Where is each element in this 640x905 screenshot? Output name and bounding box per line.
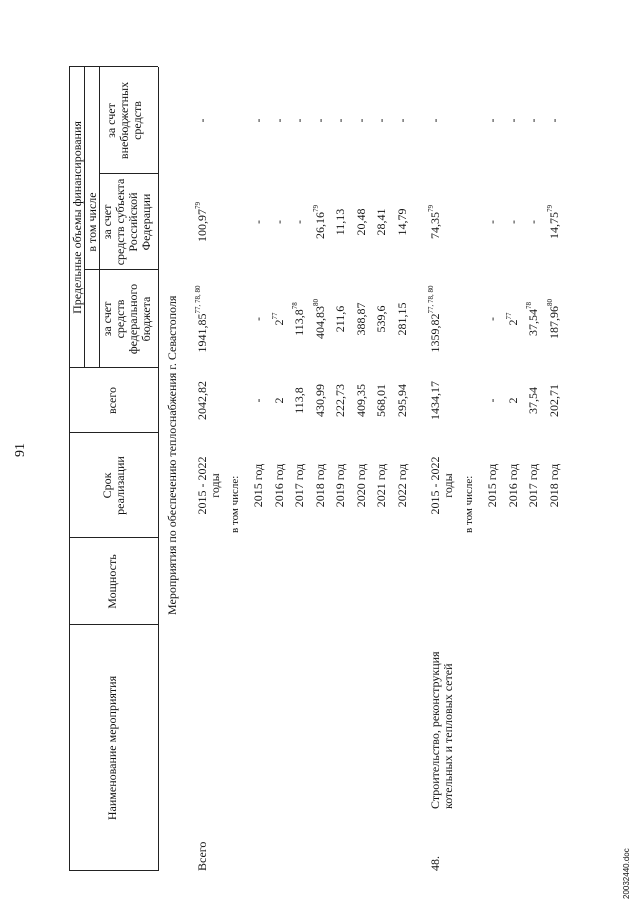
extra-cell: - — [485, 118, 499, 123]
federal-cell: 37,54$^{78}$ — [525, 302, 540, 336]
extra-cell: - — [526, 118, 540, 123]
extra-cell: - — [333, 118, 347, 123]
item-48-federal: 1359,82$^{77, 78, 80}$ — [427, 285, 442, 353]
header-federal-4: бюджета — [139, 296, 153, 342]
total-cell: 202,71 — [546, 384, 561, 417]
header-capacity: Мощность — [105, 554, 119, 609]
total-incl-label: в том числе: — [229, 475, 241, 533]
item-48-name-1: Строительство, реконструкция — [428, 651, 442, 809]
page-number: 91 — [13, 443, 28, 457]
federal-cell: - — [485, 317, 499, 321]
subject-cell: - — [485, 220, 499, 224]
header-subject-4: Федерации — [139, 193, 153, 251]
extra-cell: - — [546, 118, 561, 123]
federal-cell: 211,6 — [333, 305, 347, 333]
subject-cell: 26,16$^{79}$ — [311, 205, 327, 239]
extra-cell: - — [505, 118, 520, 123]
table-header-bottom-border — [158, 67, 159, 871]
year-cell: 2015 год — [251, 463, 265, 508]
federal-cell: 281,15 — [394, 302, 409, 336]
federal-cell: $2^{77}$ — [270, 312, 286, 326]
subject-cell: - — [271, 220, 286, 224]
total-cell: 113,8 — [292, 387, 306, 414]
year-cell: 2018 год — [546, 463, 561, 508]
year-cell: 2016 год — [505, 463, 520, 508]
header-term-1: Срок — [100, 472, 114, 499]
extra-cell: - — [271, 118, 286, 123]
total-cell: 37,54 — [526, 387, 540, 414]
total-cell: - — [251, 398, 265, 403]
extra-cell: - — [292, 118, 306, 123]
total-sum: 2042,82 — [195, 381, 209, 420]
total-cell: 430,99 — [312, 384, 327, 417]
total-cell: 2 — [505, 397, 520, 404]
header-subgroup-title: в том числе — [85, 192, 99, 252]
header-total: всего — [105, 386, 119, 415]
total-term-1: 2015 - 2022 — [195, 456, 209, 515]
total-cell: 568,01 — [374, 384, 388, 417]
extra-cell: - — [312, 118, 327, 123]
total-extra: - — [195, 118, 209, 123]
footer-code: 20032440.doc — [622, 848, 631, 899]
item-48-term-1: 2015 - 2022 — [428, 456, 442, 515]
year-cell: 2017 год — [292, 463, 306, 508]
year-cell: 2019 год — [333, 463, 347, 508]
total-cell: 222,73 — [333, 384, 347, 417]
header-federal-1: за счет — [100, 301, 114, 337]
extra-cell: - — [251, 118, 265, 123]
federal-cell: $2^{77}$ — [504, 312, 520, 326]
year-cell: 2017 год — [526, 463, 540, 508]
federal-cell: - — [251, 317, 265, 321]
header-federal-3: федерального — [126, 283, 140, 355]
year-cell: 2021 год — [374, 463, 388, 508]
subject-cell: 20,48 — [353, 208, 368, 236]
total-term-2: годы — [208, 473, 222, 498]
subject-cell: 14,75$^{79}$ — [545, 205, 561, 239]
federal-cell: 404,83$^{80}$ — [311, 299, 327, 339]
header-subject-2: средств субъекта — [113, 178, 127, 266]
federal-cell: 187,96$^{80}$ — [545, 299, 561, 339]
item-48-incl-label: в том числе: — [463, 475, 475, 533]
subject-cell: - — [526, 220, 540, 224]
subject-cell: 28,41 — [374, 208, 388, 236]
header-term-2: реализации — [113, 456, 127, 515]
item-48-name-2: котельных и тепловых сетей — [441, 663, 455, 809]
header-name: Наименование мероприятия — [105, 675, 119, 821]
item-48-total: 1434,17 — [428, 381, 442, 420]
section-title: Мероприятия по обеспечению теплоснабжения г. Севастополя — [165, 295, 179, 615]
federal-cell: 539,6 — [374, 305, 388, 333]
header-extra-3: средств — [130, 101, 144, 140]
year-cell: 2016 год — [271, 463, 286, 508]
item-48-subject: 74,35$^{79}$ — [427, 205, 442, 239]
header-subject-3: Российской — [126, 192, 140, 252]
total-cell: 295,94 — [394, 384, 409, 417]
year-cell: 2015 год — [485, 463, 499, 508]
header-group-title: Предельные объемы финансирования — [70, 121, 84, 314]
total-label: Всего — [195, 841, 209, 871]
subject-cell: 11,13 — [333, 208, 347, 236]
extra-cell: - — [394, 118, 409, 123]
subject-cell: - — [505, 220, 520, 224]
total-cell: 409,35 — [353, 384, 368, 417]
item-48-term-2: годы — [441, 473, 455, 498]
subject-cell: 14,79 — [394, 208, 409, 236]
extra-cell: - — [353, 118, 368, 123]
year-cell: 2022 год — [394, 463, 409, 508]
year-cell: 2018 год — [312, 463, 327, 508]
year-cell: 2020 год — [353, 463, 368, 508]
total-federal: 1941,85$^{77, 78, 80}$ — [194, 285, 209, 353]
extra-cell: - — [374, 118, 388, 123]
total-subject: 100,97$^{79}$ — [194, 202, 209, 242]
header-subject-1: за счет — [100, 204, 114, 240]
item-48-number: 48. — [428, 856, 442, 871]
item-48-extra: - — [428, 118, 442, 123]
header-extra-2: внебюджетных — [117, 81, 131, 160]
header-federal-2: средств — [113, 299, 127, 339]
subject-cell: - — [292, 220, 306, 224]
total-cell: - — [485, 398, 499, 403]
subject-cell: - — [251, 220, 265, 224]
header-extra-1: за счет — [104, 103, 118, 138]
total-cell: 2 — [271, 397, 286, 404]
federal-cell: 388,87 — [353, 302, 368, 336]
federal-cell: 113,8$^{78}$ — [291, 302, 306, 336]
